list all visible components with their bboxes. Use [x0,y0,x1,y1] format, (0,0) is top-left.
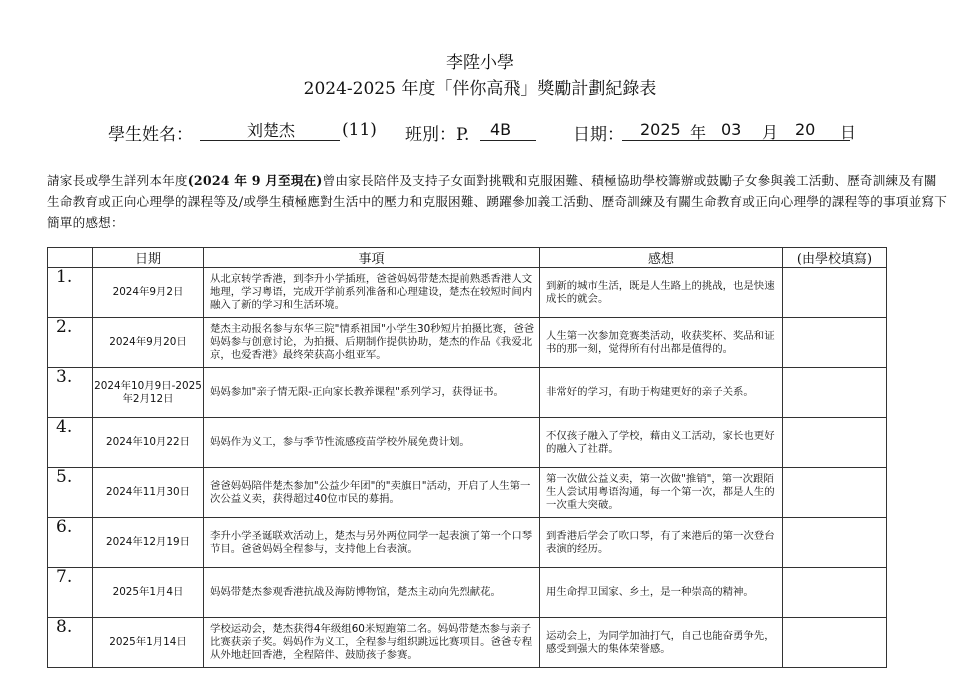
row-school-use [783,618,887,668]
row-date: 2024年11月30日 [93,468,204,518]
table-row [48,618,887,668]
row-number: 5. [48,468,93,518]
instructions [47,170,947,233]
table-row [48,268,887,318]
date-day-char: 日 [840,123,857,142]
row-school-use [783,368,887,418]
table-row [48,368,887,418]
row-number: 2. [48,318,93,368]
header-event: 事項 [204,248,540,268]
class-underline [480,140,536,141]
school-name: 李陞小學 [446,53,514,73]
date-underline [622,140,850,141]
date-month-char: 月 [762,123,779,142]
row-school-use [783,318,887,368]
date-month: 03 [721,120,742,139]
row-event: 从北京转学香港，到李升小学插班，爸爸妈妈带楚杰提前熟悉香港人文地理，学习粤语，完成开学前系列准备和心理建设，楚杰在较短时间内融入了新的学习和生活环境。 [204,268,540,318]
row-feeling: 不仅孩子融入了学校，藉由义工活动，家长也更好的融入了社群。 [540,418,783,468]
class-value: 4B [490,120,512,139]
row-event: 爸爸妈妈陪伴楚杰参加"公益少年团"的"卖旗日"活动，开启了人生第一次公益义卖，获得超过40位市民的募捐。 [204,468,540,518]
table-row [48,318,887,368]
row-feeling: 人生第一次参加竞赛类活动，收获奖杯、奖品和证书的那一刻，觉得所有付出都是值得的。 [540,318,783,368]
table-header-row [48,248,887,268]
row-number: 8. [48,618,93,668]
row-date: 2025年1月4日 [93,568,204,618]
row-event: 学校运动会，楚杰获得4年级组60米短跑第二名。妈妈带楚杰参与亲子比赛获亲子奖。妈妈作为义工，全程参与组织跳远比赛项目。爸爸专程从外地赶回香港，全程陪伴、鼓励孩子参赛。 [204,618,540,668]
row-feeling: 到香港后学会了吹口琴，有了来港后的第一次登台表演的经历。 [540,518,783,568]
row-date: 2024年12月19日 [93,518,204,568]
table-row [48,468,887,518]
row-feeling: 到新的城市生活，既是人生路上的挑战，也是快速成长的就会。 [540,268,783,318]
student-name-label: 學生姓名： [108,125,193,145]
row-feeling: 非常好的学习，有助于构建更好的亲子关系。 [540,368,783,418]
date-day: 20 [795,120,816,139]
row-event: 妈妈带楚杰参观香港抗战及海防博物馆，楚杰主动向先烈献花。 [204,568,540,618]
row-number: 7. [48,568,93,618]
row-date: 2025年1月14日 [93,618,204,668]
student-name-value: 刘楚杰 [247,121,296,140]
form-title: 2024-2025 年度「伴你高飛」獎勵計劃紀錄表 [303,79,657,99]
row-event: 妈妈作为义工，参与季节性流感疫苗学校外展免费计划。 [204,418,540,468]
row-date: 2024年10月22日 [93,418,204,468]
header-num [48,248,93,268]
table-row [48,518,887,568]
row-number: 4. [48,418,93,468]
header-school-use: (由學校填寫) [783,248,887,268]
instructions-part2: 曾由家長陪伴及支持子女面對挑戰和克服困難、積極協助學校籌辦或鼓勵子女參與義工活動、歷奇訓練及有關生命教育或正向心理學的課程等及/或學生積極應對生活中的壓力和克服困難、踴躍參加義工活動、歷奇訓練及有關生命教育或正向心理學的課程等的事項並寫下簡單的感想： [47,173,948,230]
record-table [47,247,887,668]
row-feeling: 第一次做公益义卖，第一次做"推销"，第一次跟陌生人尝试用粤语沟通，每一个第一次，都是人生的一次重大突破。 [540,468,783,518]
date-year-char: 年 [690,123,707,142]
date-label: 日期： [573,125,624,145]
row-date: 2024年9月20日 [93,318,204,368]
row-feeling: 运动会上，为同学加油打气，自己也能奋勇争先，感受到强大的集体荣誉感。 [540,618,783,668]
row-date: 2024年9月2日 [93,268,204,318]
table-row [48,418,887,468]
row-number: 6. [48,518,93,568]
class-label: 班別：P. [405,125,470,145]
row-number: 3. [48,368,93,418]
row-school-use [783,568,887,618]
row-number: 1. [48,268,93,318]
header-feeling: 感想 [540,248,783,268]
header-date: 日期 [93,248,204,268]
class-number: (11) [342,120,377,140]
row-date: 2024年10月9日-2025年2月12日 [93,368,204,418]
instructions-part1: 請家長或學生詳列本年度 [47,173,188,188]
row-event: 妈妈参加"亲子情无限-正向家长教养课程"系列学习，获得证书。 [204,368,540,418]
instructions-period: (2024 年 9 月至現在) [187,173,323,188]
row-school-use [783,418,887,468]
row-school-use [783,518,887,568]
row-school-use [783,268,887,318]
student-name-underline [200,140,340,141]
row-feeling: 用生命捍卫国家、乡土，是一种崇高的精神。 [540,568,783,618]
row-event: 楚杰主动报名参与东华三院"情系祖国"小学生30秒短片拍摄比赛，爸爸妈妈参与创意讨论，为拍摄、后期制作提供协助，楚杰的作品《我爱北京，也爱香港》最终荣获高小组亚军。 [204,318,540,368]
row-event: 李升小学圣诞联欢活动上，楚杰与另外两位同学一起表演了第一个口琴节目。爸爸妈妈全程参与，支持他上台表演。 [204,518,540,568]
row-school-use [783,468,887,518]
date-year: 2025 [640,120,681,139]
table-row [48,568,887,618]
